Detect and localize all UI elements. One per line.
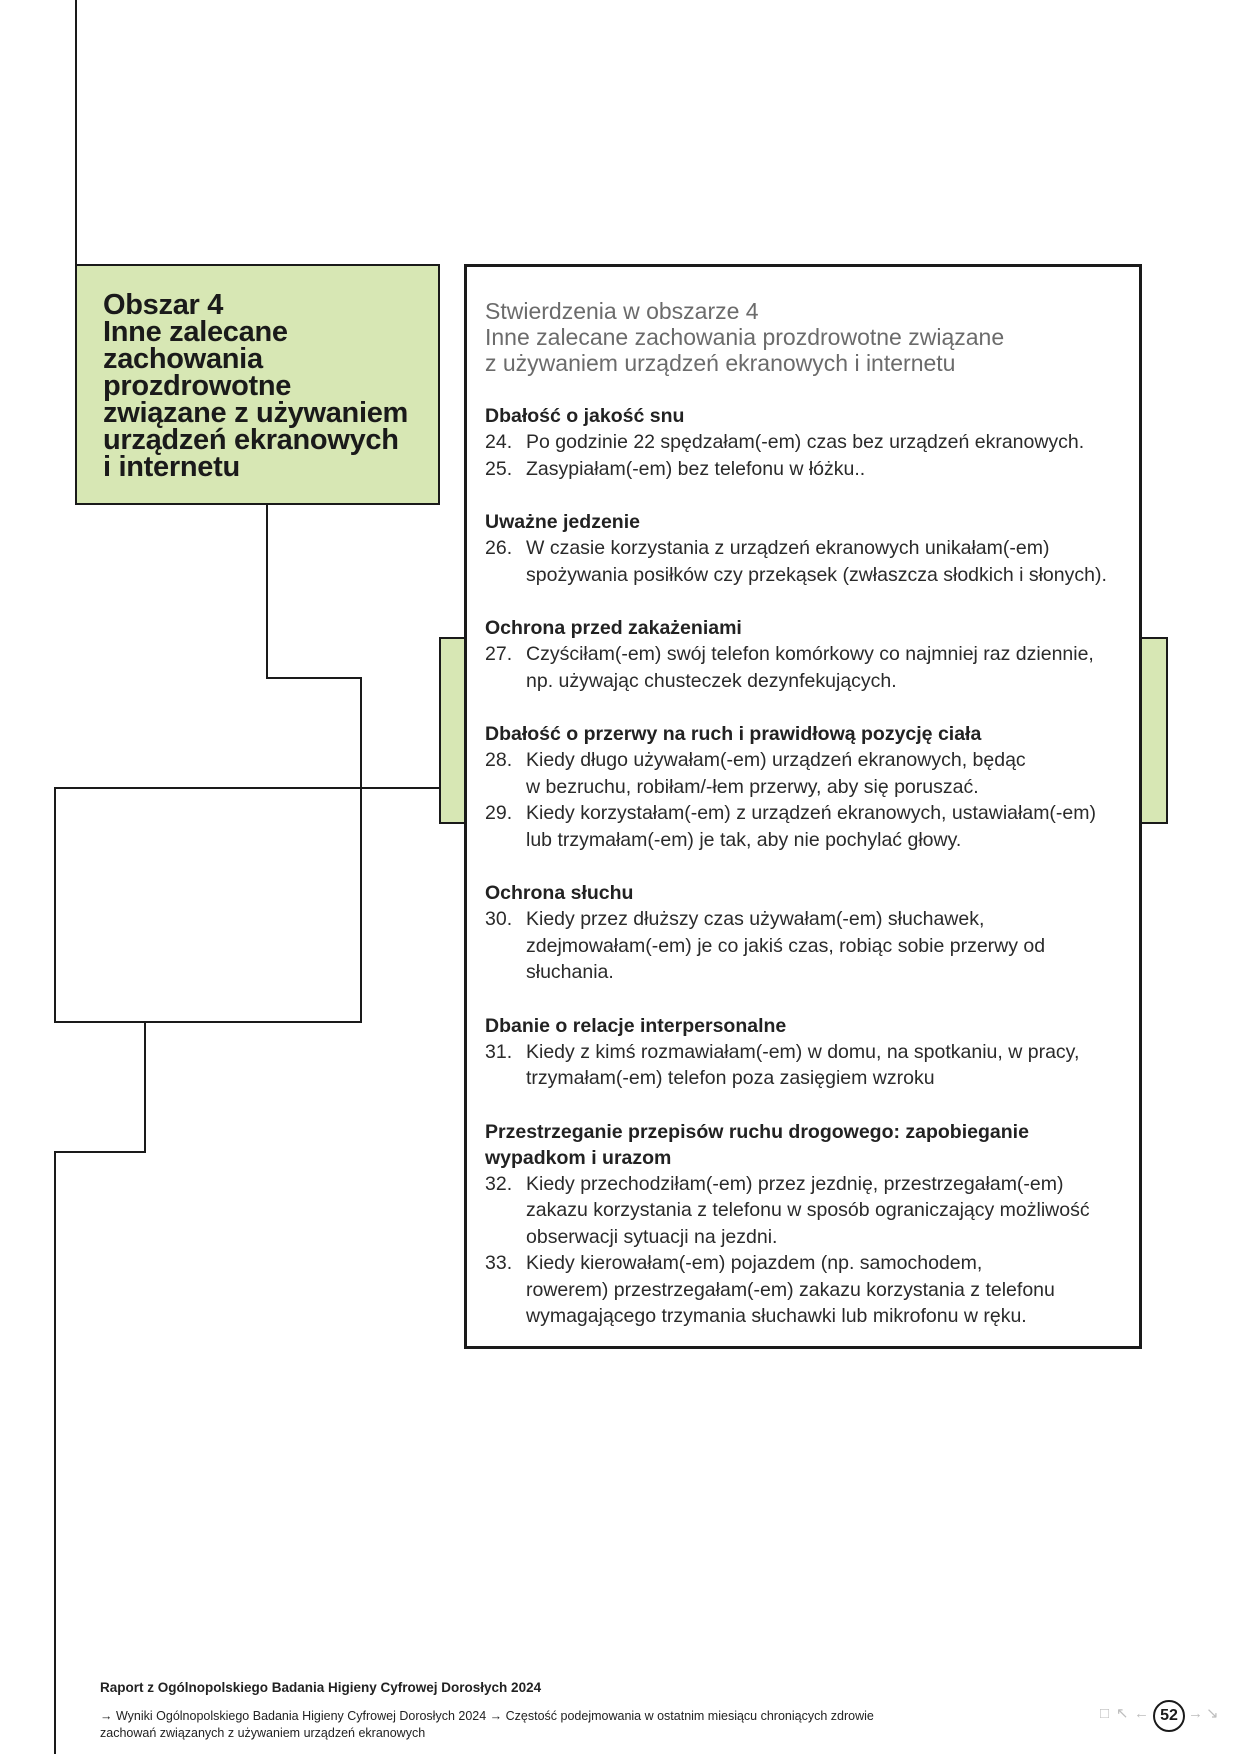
section-eating xyxy=(485,509,1123,588)
statement-item xyxy=(485,1039,1123,1092)
section-hearing xyxy=(485,880,1123,986)
statement-number: 26. xyxy=(485,537,513,559)
statement-text: Kiedy przechodziłam(-em) przez jezdnię, przestrzegałam(-em) zakazu korzystania z telefonu w sposób ograniczający możliwość obserwacji sytuacji na jezdni. xyxy=(526,1172,1090,1248)
connector-line xyxy=(266,504,268,678)
statement-number: 32. xyxy=(485,1172,513,1195)
section-heading: Uważne jedzenie xyxy=(485,511,640,533)
statement-text: Kiedy z kimś rozmawiałam(-em) w domu, na spotkaniu, w pracy, trzymałam(-em) telefon poza zasięgiem wzroku xyxy=(526,1040,1080,1089)
statement-number: 28. xyxy=(485,749,513,771)
next-page-icon[interactable]: → xyxy=(1188,1705,1203,1722)
section-heading: Ochrona słuchu xyxy=(485,882,634,904)
page-navigation xyxy=(1100,1700,1225,1732)
statement-text: Kiedy korzystałam(-em) z urządzeń ekranowych, ustawiałam(-em) lub trzymałam(-em) je tak, aby nie pochylać głowy. xyxy=(526,802,1097,851)
statement-item xyxy=(485,1250,1123,1330)
home-icon[interactable]: □ xyxy=(1100,1705,1110,1722)
breadcrumb[interactable]: → Wyniki Ogólnopolskiego Badania Higieny Cyfrowej Dorosłych 2024 → Częstość podejmowania w ostatnim miesiącu chroniących zdrowie zachowań związanych z używaniem urządzeń ekranowych xyxy=(100,1709,874,1740)
statement-text: W czasie korzystania z urządzeń ekranowych unikałam(-em) spożywania posiłków czy przekąsek (zwłaszcza słodkich i słonych). xyxy=(526,537,1107,586)
connector-line xyxy=(54,1151,146,1153)
statement-item xyxy=(485,535,1123,588)
statement-number: 24. xyxy=(485,431,513,453)
statement-number: 27. xyxy=(485,643,513,665)
connector-line xyxy=(75,0,77,265)
statement-text: Czyściłam(-em) swój telefon komórkowy co najmniej raz dziennie, np. używając chusteczek dezynfekujących. xyxy=(526,643,1094,692)
section-heading: Dbałość o przerwy na ruch i prawidłową pozycję ciała xyxy=(485,723,982,745)
statement-item xyxy=(485,800,1123,853)
last-page-icon[interactable]: ↘ xyxy=(1206,1705,1219,1722)
statements-subtitle: Inne zalecane zachowania prozdrowotne związane z używaniem urządzeń ekranowych i internetu xyxy=(485,324,1005,376)
statement-text: Zasypiałam(-em) bez telefonu w łóżku.. xyxy=(526,457,866,480)
prev-page-icon[interactable]: ← xyxy=(1134,1705,1149,1722)
section-heading: Dbanie o relacje interpersonalne xyxy=(485,1014,787,1037)
statement-number: 31. xyxy=(485,1040,513,1063)
area-title-box xyxy=(75,264,440,505)
connector-line xyxy=(54,1151,56,1754)
statement-item xyxy=(485,456,1123,483)
section-heading: Ochrona przed zakażeniami xyxy=(485,617,742,639)
area-title: Obszar 4 xyxy=(103,289,224,321)
statement-number: 29. xyxy=(485,802,513,824)
page-number: 52 xyxy=(1153,1700,1185,1732)
statement-number: 33. xyxy=(485,1252,513,1274)
statement-number: 25. xyxy=(485,457,513,480)
connector-line xyxy=(360,677,362,789)
report-title: Raport z Ogólnopolskiego Badania Higieny Cyfrowej Dorosłych 2024 xyxy=(100,1680,542,1695)
statements-card xyxy=(464,264,1142,1349)
outline-frame xyxy=(54,787,362,1023)
statement-number: 30. xyxy=(485,908,513,930)
connector-line xyxy=(144,1022,146,1153)
statement-item xyxy=(485,906,1123,986)
footer xyxy=(100,1680,1000,1742)
section-relations xyxy=(485,1013,1123,1092)
section-traffic xyxy=(485,1119,1123,1330)
section-sleep xyxy=(485,403,1123,482)
statement-item xyxy=(485,747,1123,800)
statement-item xyxy=(485,1171,1123,1251)
section-heading: Przestrzeganie przepisów ruchu drogowego: zapobieganie wypadkom i urazom xyxy=(485,1120,1029,1169)
statement-item xyxy=(485,429,1123,456)
first-page-icon[interactable]: ↖ xyxy=(1116,1705,1129,1722)
section-posture xyxy=(485,721,1123,853)
section-infection xyxy=(485,615,1123,694)
statement-text: Kiedy przez dłuższy czas używałam(-em) słuchawek, zdejmowałam(-em) je co jakiś czas, robiąc sobie przerwy od słuchania. xyxy=(526,908,1046,983)
connector-line xyxy=(266,677,362,679)
statements-title: Stwierdzenia w obszarze 4 xyxy=(485,298,759,324)
area-subtitle: Inne zalecane zachowania prozdrowotne związane z używaniem urządzeń ekranowych i internetu xyxy=(103,316,409,483)
statement-item xyxy=(485,641,1123,694)
statement-text: Kiedy kierowałam(-em) pojazdem (np. samochodem, rowerem) przestrzegałam(-em) zakazu korzystania z telefonu wymagającego trzymania słuchawki lub mikrofonu w ręku. xyxy=(526,1252,1055,1327)
statement-text: Po godzinie 22 spędzałam(-em) czas bez urządzeń ekranowych. xyxy=(526,431,1085,453)
section-heading: Dbałość o jakość snu xyxy=(485,405,685,427)
statement-text: Kiedy długo używałam(-em) urządzeń ekranowych, będąc w bezruchu, robiłam/-łem przerwy, aby się poruszać. xyxy=(526,749,1026,798)
